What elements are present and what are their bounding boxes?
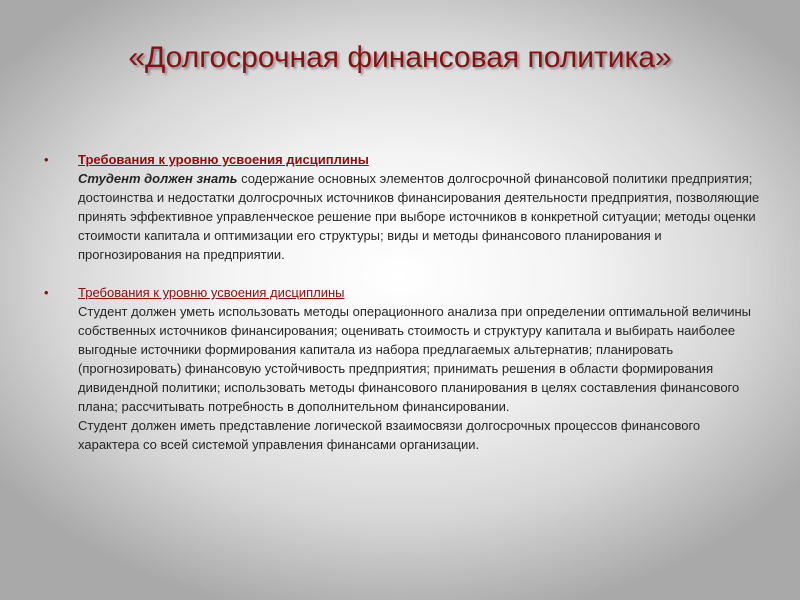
section-body: Студент должен уметь использовать методы операционного анализа при определении оптимальной величины собственных источников финансирования; оценивать стоимость и структуру капитала и выбирать наиболее выгодные источники формирования капитала из набора предлагаемых альтернатив; планировать (прогнозировать) финансовую устойчивость предприятия; принимать решения в области формирования дивидендной политики; использовать методы финансового планирования в целях составления финансового плана; рассчитывать потребность в дополнительном финансировании.	[78, 304, 752, 414]
bullet-marker: •	[44, 285, 49, 300]
bullet-item-skills	[44, 283, 760, 454]
bullet-list	[44, 150, 760, 454]
section-heading: Требования к уровню усвоения дисциплины	[78, 152, 369, 167]
section-heading: Требования к уровню усвоения дисциплины	[78, 285, 345, 300]
emphasis-text: Студент должен знать	[78, 171, 238, 186]
section-body: содержание основных элементов долгосрочной финансовой политики предприятия; достоинства и недостатки долгосрочных источников финансирования деятельности предприятия, позволяющие принять эффективное управленческое решение при выборе источников в конкретной ситуации; методы оценки стоимости капитала и оптимизации его структуры; виды и методы финансового планирования и прогнозирования на предприятии.	[78, 171, 760, 262]
bullet-marker: •	[44, 152, 49, 167]
slide-title: «Долгосрочная финансовая политика»	[128, 41, 672, 74]
bullet-item-knowledge	[44, 150, 760, 264]
section-body-secondary: Студент должен иметь представление логической взаимосвязи долгосрочных процессов финансового характера со всей системой управления финансами организации.	[78, 418, 701, 452]
